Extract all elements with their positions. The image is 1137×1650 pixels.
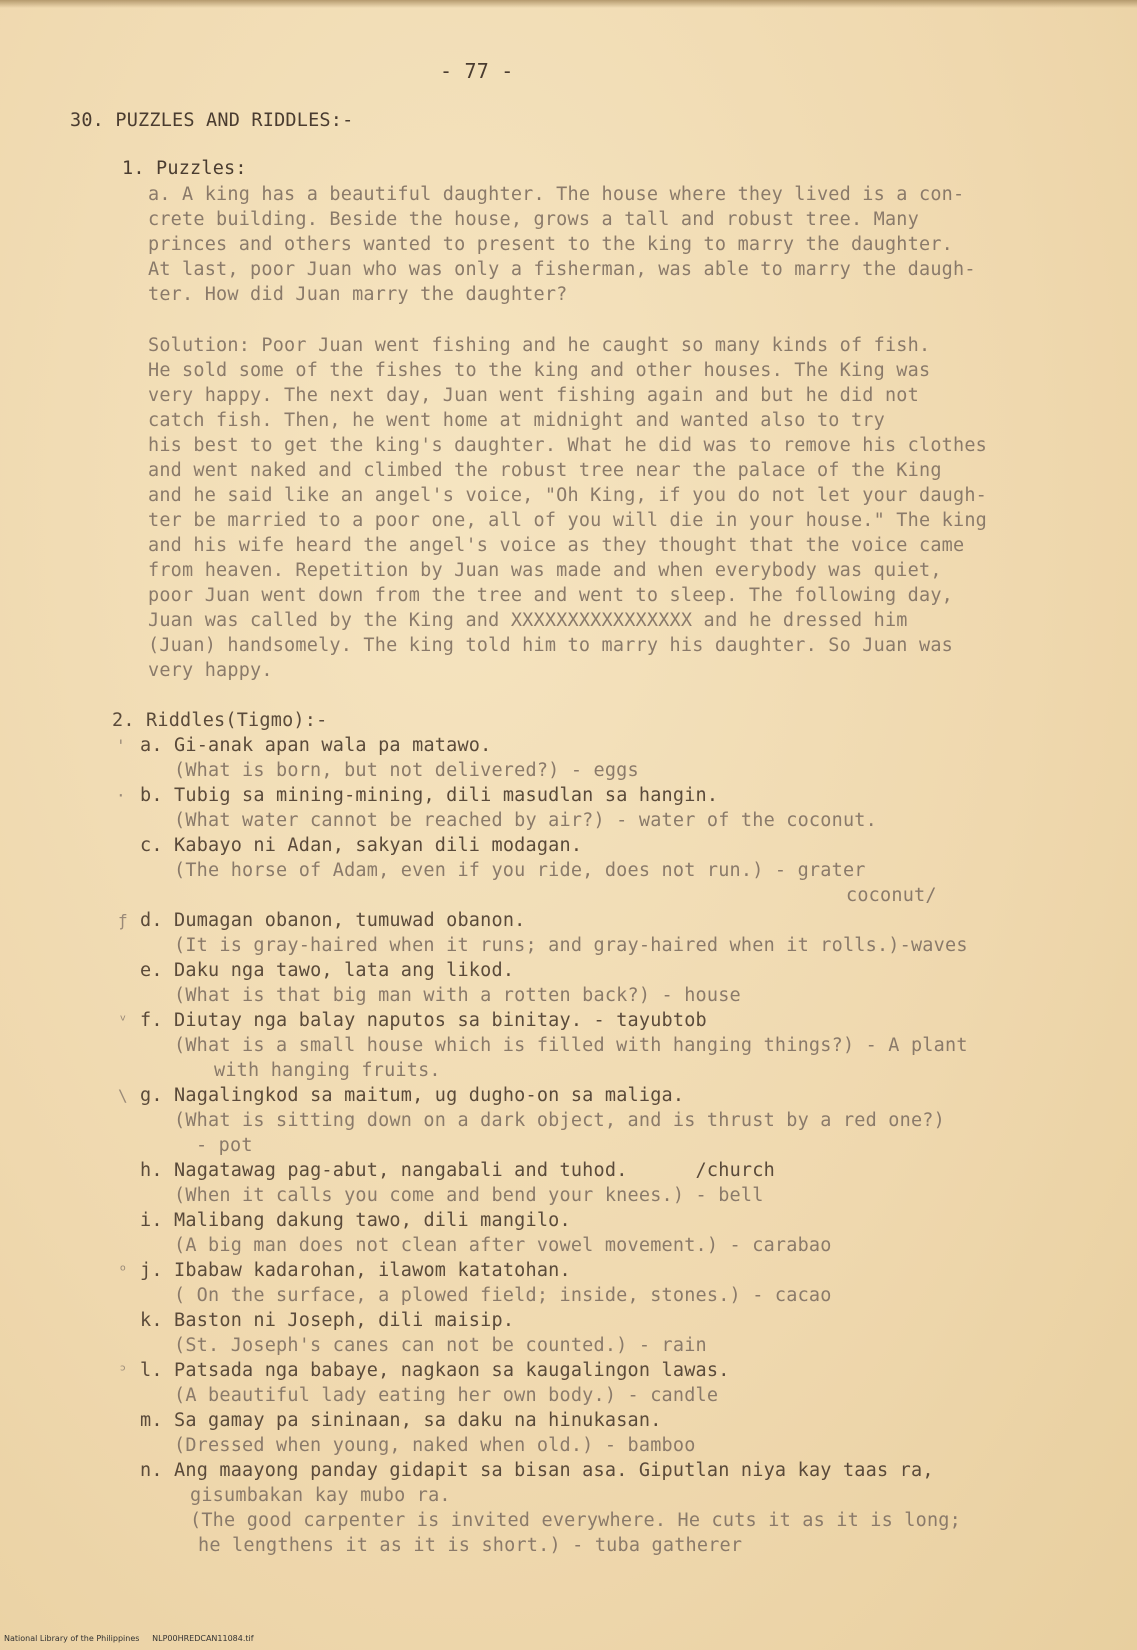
- riddle-translation: (What is a small house which is filled with hanging things?) - A plant: [174, 1035, 968, 1056]
- puzzles-heading: 1. Puzzles:: [122, 158, 247, 179]
- riddle-translation: (What is born, but not delivered?) - eggs: [174, 760, 639, 781]
- solution-line: Solution: Poor Juan went fishing and he caught so many kinds of fish.: [148, 335, 931, 356]
- riddle-translation: (When it calls you come and bend your knees.) - bell: [174, 1185, 764, 1206]
- puzzle-line: ter. How did Juan marry the daughter?: [148, 284, 568, 305]
- solution-line: Juan was called by the King and XXXXXXXXXXXXXXXX and he dressed him: [148, 610, 908, 631]
- solution-line: ter be married to a poor one, all of you will die in your house." The king: [148, 510, 988, 531]
- archive-footer: National Library of the Philippines NLP00HREDCAN11084.tif: [4, 1634, 254, 1643]
- solution-line: poor Juan went down from the tree and went to sleep. The following day,: [148, 585, 953, 606]
- riddle-translation: (St. Joseph's canes can not be counted.) - rain: [174, 1335, 707, 1356]
- solution-line: from heaven. Repetition by Juan was made and when everybody was quiet,: [148, 560, 942, 581]
- riddle-translation: he lengthens it as it is short.) - tuba gatherer: [198, 1535, 743, 1556]
- margin-check-mark: ': [116, 736, 126, 755]
- riddle-line: a. Gi-anak apan wala pa matawo.: [140, 735, 492, 756]
- section-title: 30. PUZZLES AND RIDDLES:-: [70, 110, 354, 131]
- riddle-line: l. Patsada nga babaye, nagkaon sa kaugalingon lawas.: [140, 1360, 730, 1381]
- riddle-line: gisumbakan kay mubo ra.: [190, 1485, 451, 1506]
- solution-line: very happy. The next day, Juan went fishing again and but he did not: [148, 385, 919, 406]
- riddle-line: j. Ibabaw kadarohan, ilawom katatohan.: [140, 1260, 571, 1281]
- riddles-heading: 2. Riddles(Tigmo):-: [112, 710, 328, 731]
- riddle-translation: (A big man does not clean after vowel movement.) - carabao: [174, 1235, 832, 1256]
- solution-line: and he said like an angel's voice, "Oh King, if you do not let your daugh-: [148, 485, 988, 506]
- margin-check-mark: \: [118, 1086, 128, 1105]
- riddle-line: i. Malibang dakung tawo, dili mangilo.: [140, 1210, 571, 1231]
- riddle-line: f. Diutay nga balay naputos sa binitay. - tayubtob: [140, 1010, 707, 1031]
- puzzle-line: a. A king has a beautiful daughter. The house where they lived is a con-: [148, 184, 965, 205]
- riddle-translation: (What is that big man with a rotten back?) - house: [174, 985, 741, 1006]
- margin-check-mark: ·: [116, 786, 126, 805]
- riddle-translation: (Dressed when young, naked when old.) - bamboo: [174, 1435, 696, 1456]
- riddle-line: h. Nagatawag pag-abut, nangabali and tuhod. /church: [140, 1160, 775, 1181]
- margin-check-mark: ƒ: [118, 911, 128, 930]
- margin-check-mark: ᵒ: [118, 1261, 128, 1280]
- margin-check-mark: ᵛ: [118, 1011, 128, 1030]
- puzzle-line: princes and others wanted to present to the king to marry the daughter.: [148, 234, 953, 255]
- solution-line: very happy.: [148, 660, 273, 681]
- riddle-line: e. Daku nga tawo, lata ang likod.: [140, 960, 515, 981]
- puzzle-line: At last, poor Juan who was only a fisherman, was able to marry the daugh-: [148, 259, 976, 280]
- riddle-translation: (A beautiful lady eating her own body.) - candle: [174, 1385, 719, 1406]
- riddle-line: m. Sa gamay pa sininaan, sa daku na hinukasan.: [140, 1410, 662, 1431]
- puzzle-line: crete building. Beside the house, grows a tall and robust tree. Many: [148, 209, 919, 230]
- riddle-translation: ( On the surface, a plowed field; inside, stones.) - cacao: [174, 1285, 832, 1306]
- solution-line: and his wife heard the angel's voice as they thought that the voice came: [148, 535, 965, 556]
- riddle-line: b. Tubig sa mining-mining, dili masudlan sa hangin.: [140, 785, 719, 806]
- riddle-line: n. Ang maayong panday gidapit sa bisan asa. Giputlan niya kay taas ra,: [140, 1460, 934, 1481]
- riddle-translation: (It is gray-haired when it runs; and gray-haired when it rolls.)-waves: [174, 935, 968, 956]
- riddle-line: k. Baston ni Joseph, dili maisip.: [140, 1310, 515, 1331]
- riddle-translation: (What water cannot be reached by air?) - water of the coconut.: [174, 810, 877, 831]
- riddle-translation: (The horse of Adam, even if you ride, does not run.) - grater: [174, 860, 866, 881]
- riddle-translation: (The good carpenter is invited everywhere. He cuts it as it is long;: [190, 1510, 961, 1531]
- riddle-translation: coconut/: [846, 885, 937, 906]
- riddle-translation: (What is sitting down on a dark object, and is thrust by a red one?): [174, 1110, 945, 1131]
- solution-line: catch fish. Then, he went home at midnight and wanted also to try: [148, 410, 885, 431]
- riddle-translation: - pot: [196, 1135, 253, 1156]
- page-number: - 77 -: [440, 59, 514, 83]
- solution-line: his best to get the king's daughter. What he did was to remove his clothes: [148, 435, 988, 456]
- solution-line: He sold some of the fishes to the king and other houses. The King was: [148, 360, 931, 381]
- riddle-line: g. Nagalingkod sa maitum, ug dugho-on sa maliga.: [140, 1085, 685, 1106]
- riddle-line: c. Kabayo ni Adan, sakyan dili modagan.: [140, 835, 583, 856]
- solution-line: and went naked and climbed the robust tree near the palace of the King: [148, 460, 942, 481]
- solution-line: (Juan) handsomely. The king told him to marry his daughter. So Juan was: [148, 635, 953, 656]
- riddle-line: d. Dumagan obanon, tumuwad obanon.: [140, 910, 526, 931]
- margin-check-mark: ᵓ: [118, 1361, 128, 1380]
- riddle-translation: with hanging fruits.: [214, 1060, 441, 1081]
